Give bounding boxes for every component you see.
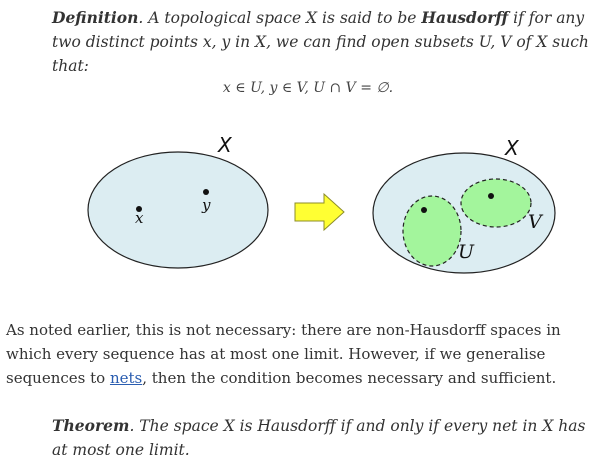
point-in-v-dot [488, 193, 494, 199]
arrow-icon [295, 194, 344, 230]
definition-block [52, 6, 608, 78]
theorem-label: Theorem [52, 416, 130, 435]
hausdorff-formula: x ∈ U, y ∈ V, U ∩ V = ∅. [222, 80, 394, 96]
theorem-block [52, 414, 592, 462]
paragraph-text-after: , then the condition becomes necessary and sufficient. [142, 369, 557, 387]
open-set-v [461, 179, 531, 227]
point-x-label: x [135, 209, 144, 227]
figure-svg [0, 128, 616, 278]
hausdorff-figure [0, 128, 616, 278]
theorem-text: . The space X is Hausdorff if and only if every net in X has at most one limit. [52, 417, 586, 459]
paragraph-text-before: As noted earlier, this is not necessary: there are non-Hausdorff spaces in which every sequence has at most one limit. However, if we generalise sequences to [6, 321, 561, 387]
left-space-ellipse [88, 152, 268, 268]
nets-link[interactable]: nets [109, 369, 143, 387]
body-paragraph [6, 318, 610, 390]
point-y-label: y [202, 196, 211, 214]
left-space-label: X [218, 133, 232, 157]
point-in-u-dot [421, 207, 427, 213]
definition-label: Definition [52, 8, 139, 27]
open-set-u [403, 196, 461, 266]
set-u-label: U [458, 241, 475, 263]
definition-term: Hausdorff [421, 8, 509, 27]
point-y-dot [203, 189, 209, 195]
set-v-label: V [528, 211, 542, 233]
right-space-label: X [505, 136, 519, 160]
definition-text-before: . A topological space X is said to be [138, 9, 422, 27]
definition-text-after: if for any two distinct points x, y in X, we can find open subsets U, V of X such that: [52, 9, 589, 75]
